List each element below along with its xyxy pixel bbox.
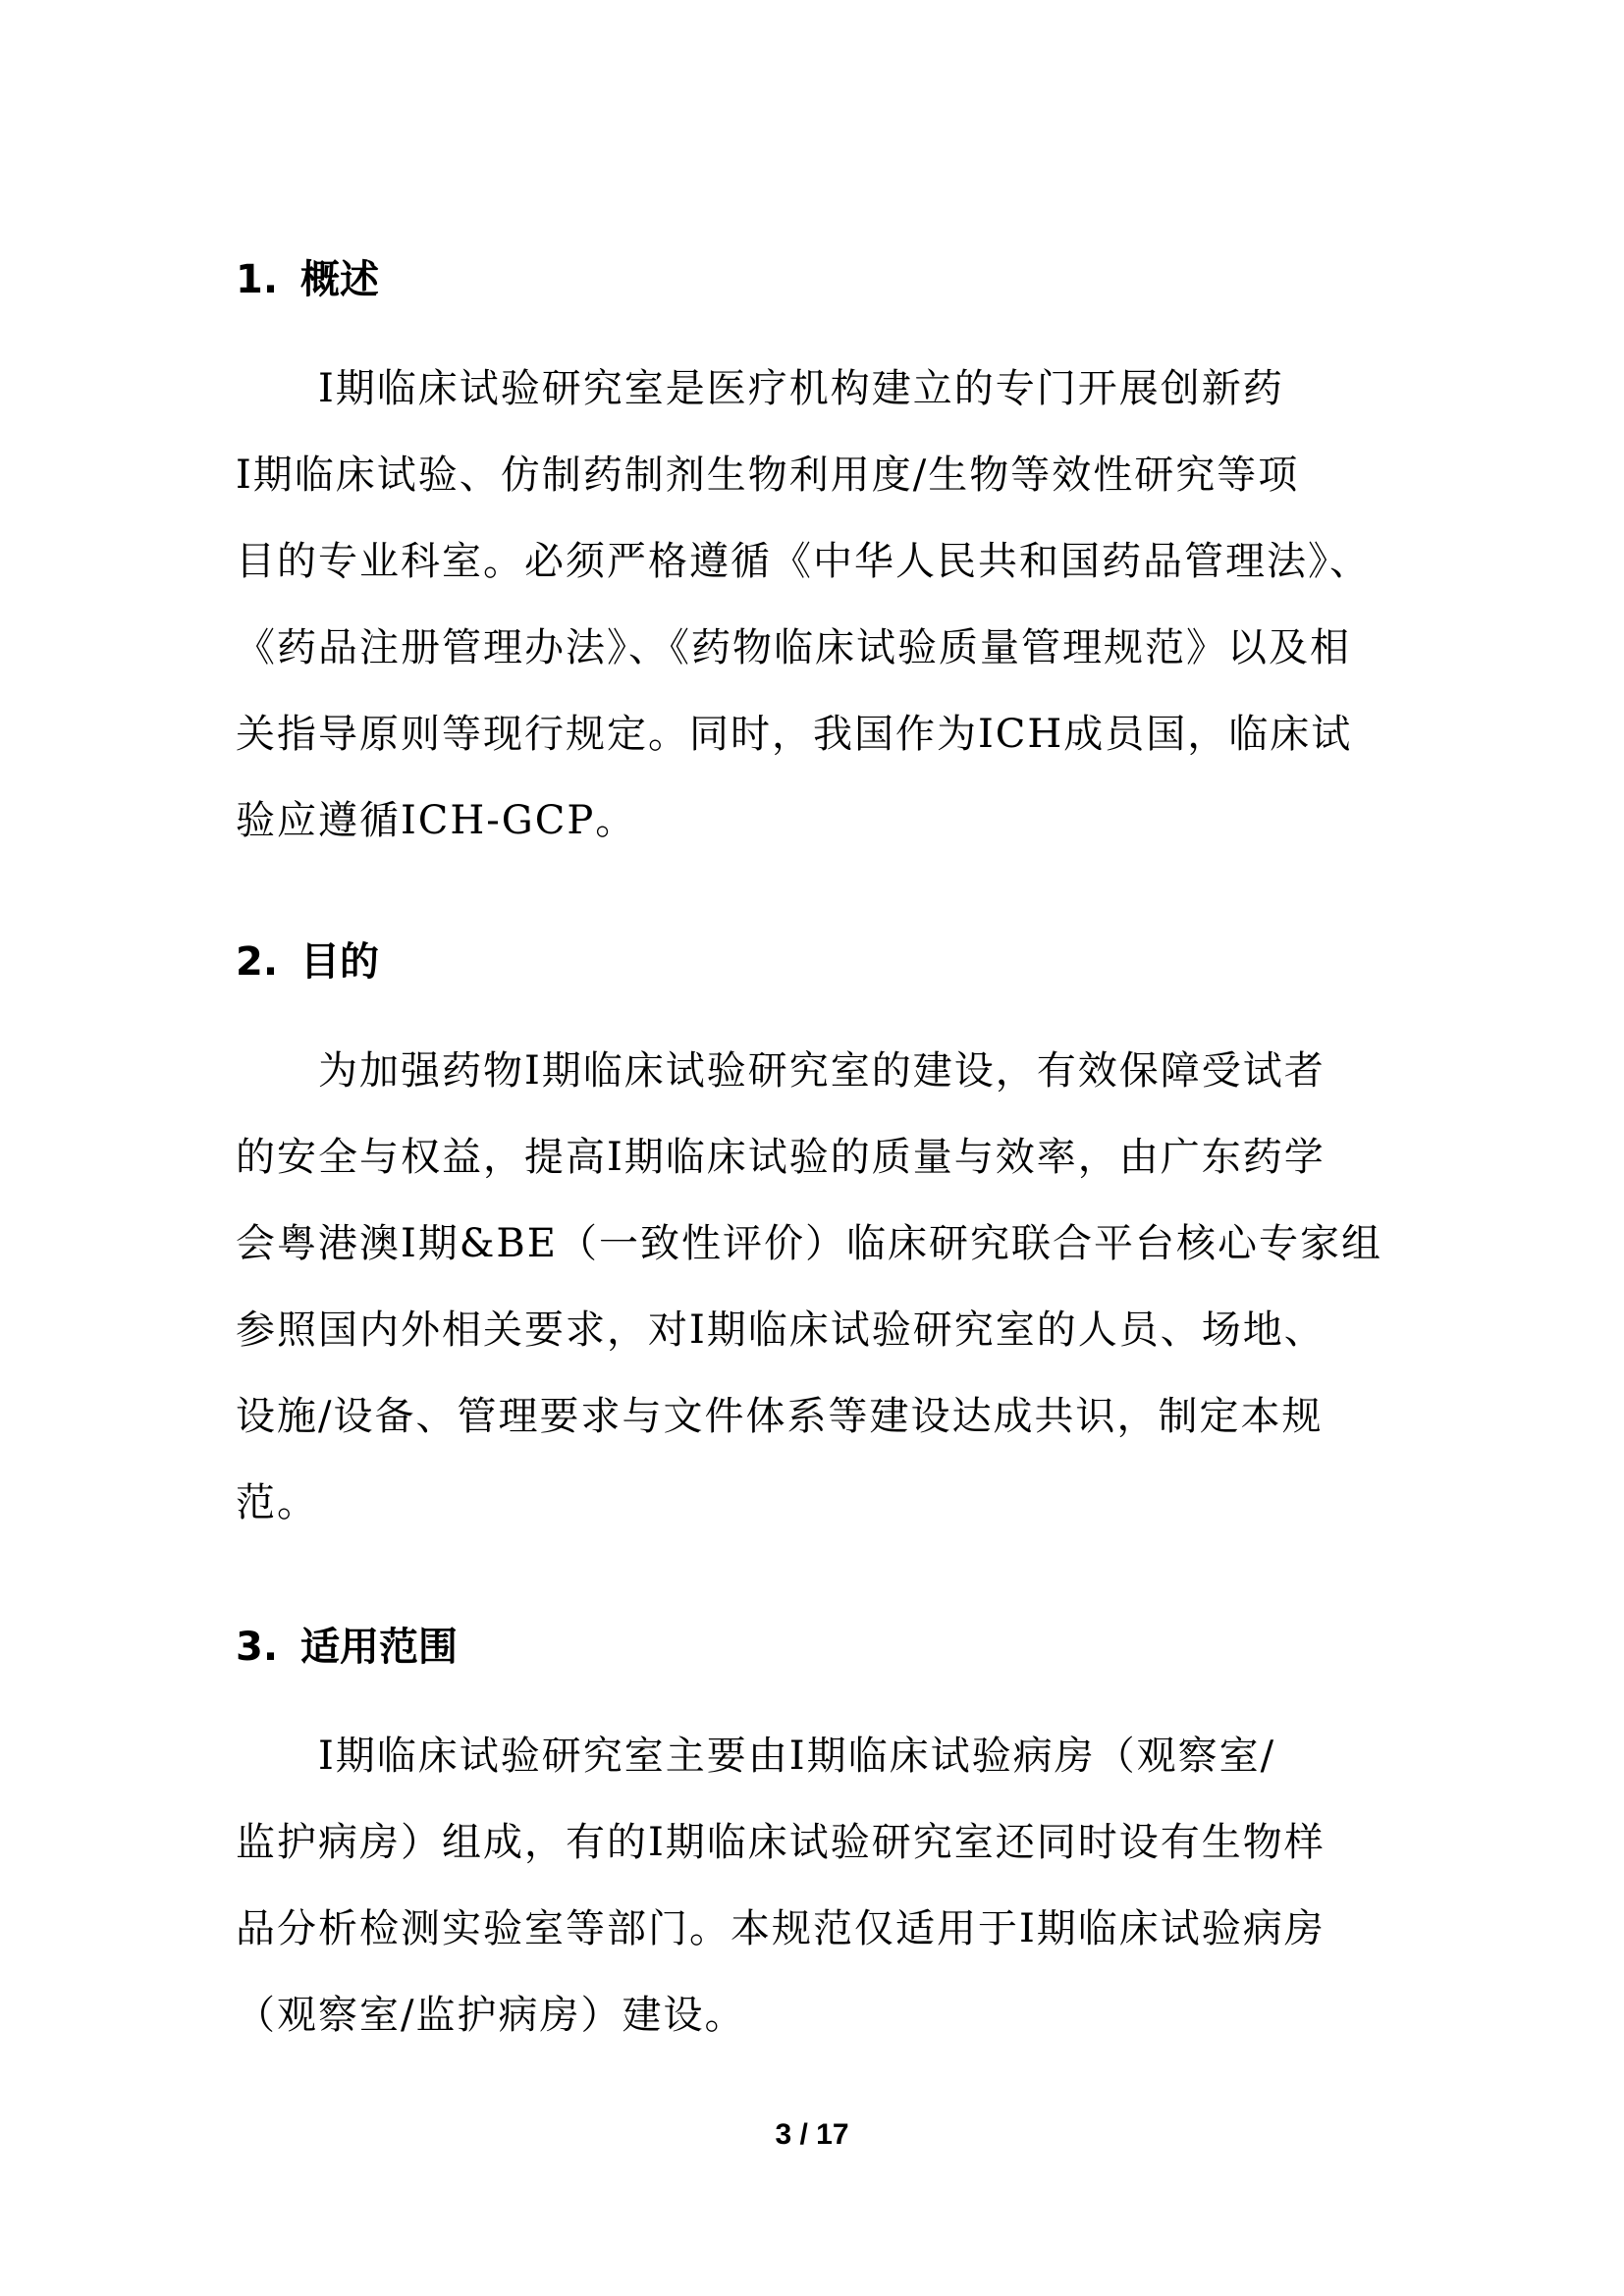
section-paragraph [236, 1028, 1394, 1546]
paragraph-line: Ⅰ期临床试验研究室是医疗机构建立的专门开展创新药 [236, 366, 1284, 411]
paragraph-line: （观察室/监护病房）建设。 [236, 1993, 746, 2038]
section-title: 概述 [300, 257, 379, 302]
section-paragraph [236, 1713, 1394, 2058]
section-heading [236, 1618, 1394, 1677]
paragraph-line: 验应遵循ICH-GCP。 [236, 798, 637, 843]
paragraph-line: 设施/设备、管理要求与文件体系等建设达成共识，制定本规 [236, 1394, 1324, 1439]
section-purpose [236, 933, 1394, 1546]
paragraph-line: Ⅰ期临床试验、仿制药制剂生物利用度/生物等效性研究等项 [236, 453, 1300, 498]
paragraph-line: 会粤港澳I期&BE（一致性评价）临床研究联合平台核心专家组 [236, 1221, 1382, 1266]
section-heading [236, 250, 1394, 309]
paragraph-line: 监护病房）组成，有的Ⅰ期临床试验研究室还同时设有生物样 [236, 1820, 1326, 1865]
section-scope [236, 1618, 1394, 2058]
section-number: 2. [236, 939, 279, 985]
section-heading [236, 933, 1394, 991]
paragraph-line: 为加强药物Ⅰ期临床试验研究室的建设，有效保障受试者 [236, 1048, 1326, 1094]
paragraph-line: 范。 [236, 1480, 318, 1525]
section-title: 目的 [300, 939, 379, 985]
paragraph-line: 目的专业科室。必须严格遵循《中华人民共和国药品管理法》、 [236, 539, 1371, 584]
page-number: 3 / 17 [775, 2118, 849, 2151]
paragraph-line: 参照国内外相关要求，对Ⅰ期临床试验研究室的人员、场地、 [236, 1308, 1326, 1353]
paragraph-line: Ⅰ期临床试验研究室主要由Ⅰ期临床试验病房（观察室/ [236, 1734, 1276, 1779]
paragraph-line: 品分析检测实验室等部门。本规范仅适用于Ⅰ期临床试验病房 [236, 1906, 1326, 1951]
section-number: 3. [236, 1625, 279, 1670]
paragraph-line: 的安全与权益，提高Ⅰ期临床试验的质量与效率，由广东药学 [236, 1135, 1326, 1180]
section-paragraph [236, 346, 1394, 864]
section-title: 适用范围 [300, 1625, 458, 1670]
section-overview [236, 250, 1394, 864]
paragraph-line: 《药品注册管理办法》、《药物临床试验质量管理规范》以及相 [236, 625, 1351, 670]
paragraph-line: 关指导原则等现行规定。同时，我国作为ICH成员国，临床试 [236, 712, 1353, 757]
section-number: 1. [236, 257, 279, 302]
